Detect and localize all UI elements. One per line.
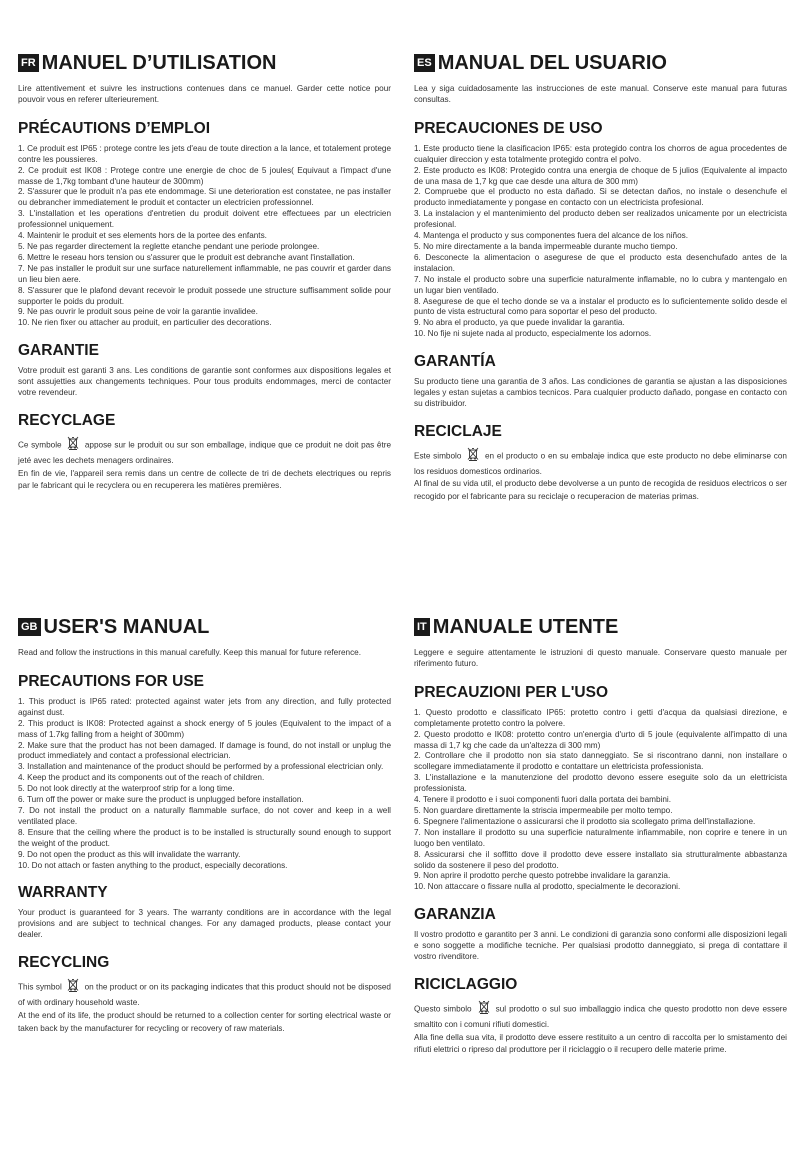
precaution-item: 2. Questo prodotto e IK08: protetto contro un'energia d'urto di 5 joule (equivalente all'impatto di una massa di 1,7 kg che cade da un'altezza di 300 mm) bbox=[414, 729, 787, 750]
precaution-item: 2. Make sure that the product has not been damaged. If damage is found, do not install or unplug the product immediately and contact a professional electrician. bbox=[18, 740, 391, 761]
precaution-item: 1. Ce produit est IP65 : protege contre les jets d'eau de toute direction a la lance, et totalement protege contre les poussieres. bbox=[18, 143, 391, 164]
recycling-heading: RICICLAGGIO bbox=[414, 975, 518, 993]
language-badge: FR bbox=[18, 54, 39, 72]
precaution-item: 9. Non aprire il prodotto perche questo potrebbe invalidare la garanzia. bbox=[414, 871, 671, 881]
recycling-text-2: Alla fine della sua vita, il prodotto deve essere restituito a un centro di raccolta per lo smistamento dei rifiuti elettrici o ripreso dal produttore per il riciclaggio o il recupero delle materie prime. bbox=[414, 1032, 787, 1055]
section-es bbox=[414, 52, 787, 504]
manual-title bbox=[18, 616, 391, 638]
language-badge: GB bbox=[18, 618, 41, 636]
precaution-item: 2. Este producto es IK08: Protegido contra una energia de choque de 5 julios (Equivalente al impacto de una masa de 1,7 kg que cae desde una altura de 300 mm) bbox=[414, 165, 787, 186]
precaution-item: 9. Do not open the product as this will invalidate the warranty. bbox=[18, 849, 241, 859]
precaution-item: 8. S'assurer que le plafond devant recevoir le produit possede une structure suffisamment solide pour supporter le poids du produit. bbox=[18, 285, 391, 306]
precaution-item: 1. Este producto tiene la clasificacion IP65: esta protegido contra los chorros de agua procedentes de cualquier direccion y esta totalmente protegido contra el polvo. bbox=[414, 143, 787, 164]
precaution-item: 4. Tenere il prodotto e i suoi componenti fuori dalla portata dei bambini. bbox=[414, 795, 672, 805]
precaution-item: 7. Non installare il prodotto su una superficie naturalmente infiammabile, non coprire e tenere in un luogo ben ventilato. bbox=[414, 827, 787, 848]
warranty-heading: GARANTIE bbox=[18, 342, 99, 360]
precaution-item: 2. Ce produit est IK08 : Protege contre une energie de choc de 5 joules( Equivaut a l'impact d'une masse de 1,7kg tombant d'une hauteur de 300mm) bbox=[18, 165, 391, 186]
precaution-item: 1. This product is IP65 rated: protected against water jets from any direction, and fully protected against dust. bbox=[18, 696, 391, 717]
recycling-heading: RECICLAJE bbox=[414, 422, 502, 440]
precaution-item: 10. Do not attach or fasten anything to the product, especially decorations. bbox=[18, 860, 288, 870]
precaution-item: 8. Asegurese de que el techo donde se va a instalar el producto es lo suficientemente solido desde el punto de vista estructural como para soportar el peso del producto. bbox=[414, 296, 787, 317]
manual-title-text: USER'S MANUAL bbox=[43, 616, 210, 638]
warranty-text: Your product is guaranteed for 3 years. The warranty conditions are in accordance with the legal provisions and are subject to technical changes. For any damaged products, please contact your dealer. bbox=[18, 908, 391, 940]
intro-text: Lea y siga cuidadosamente las instrucciones de este manual. Conserve este manual para futuras consultas. bbox=[414, 84, 787, 104]
precaution-item: 1. Questo prodotto e classificato IP65: protetto contro i getti d'acqua da qualsiasi direzione, e completamente protetto contro la polvere. bbox=[414, 707, 787, 728]
manual-title bbox=[414, 52, 787, 74]
recycling-rest: on the product or on its packaging indicates that this product should not be disposed of with ordinary household waste. bbox=[18, 982, 391, 1007]
warranty-text: Il vostro prodotto e garantito per 3 anni. Le condizioni di garanzia sono conformi alle disposizioni legali e sono soggette a modifiche tecniche. Per qualsiasi prodotto danneggiato, si prega di contattare il vostro rivenditore. bbox=[414, 930, 787, 962]
precaution-item: 5. Non guardare direttamente la striscia impermeabile per molto tempo. bbox=[414, 805, 673, 815]
crossed-out-wheelie-bin-icon bbox=[467, 447, 479, 466]
manual-title-text: MANUAL DEL USUARIO bbox=[437, 52, 667, 74]
recycling-rest: appose sur le produit ou sur son emballage, indique que ce produit ne doit pas être jeté avec les dechets menagers ordinaires. bbox=[18, 440, 392, 465]
recycling-text-2: En fin de vie, l'appareil sera remis dans un centre de collecte de tri de dechets electriques ou repris par le fabricant qui le recyclera ou en recuperera les matières premières. bbox=[18, 468, 391, 491]
precaution-item: 10. No fije ni sujete nada al producto, especialmente los adornos. bbox=[414, 329, 652, 339]
precaution-item: 7. Do not install the product on a naturally flammable surface, do not cover and keep in a well ventilated place. bbox=[18, 805, 391, 826]
recycling-text-1 bbox=[18, 978, 391, 1010]
crossed-out-wheelie-bin-icon bbox=[478, 1000, 490, 1019]
recycling-lead: Este simbolo bbox=[414, 451, 462, 461]
recycling-lead: Questo simbolo bbox=[414, 1004, 472, 1014]
recycling-heading: RECYCLING bbox=[18, 954, 110, 972]
precaution-item: 10. Non attaccare o fissare nulla al prodotto, specialmente le decorazioni. bbox=[414, 882, 681, 892]
intro-text: Leggere e seguire attentamente le istruzioni di questo manuale. Conservare questo manuale per riferimento futuro. bbox=[414, 648, 787, 668]
precaution-item: 6. Turn off the power or make sure the product is unplugged before installation. bbox=[18, 795, 304, 805]
manual-title-text: MANUALE UTENTE bbox=[432, 616, 619, 638]
precaution-item: 2. Controllare che il prodotto non sia stato danneggiato. Se si riscontrano danni, non installare o scollegare immediatamente il prodotto e contattare un elettricista professionista. bbox=[414, 751, 787, 772]
section-fr bbox=[18, 52, 391, 493]
precaution-item: 6. Desconecte la alimentacion o asegurese de que el producto esta desenchufado antes de la instalacion. bbox=[414, 252, 787, 273]
section-gb bbox=[18, 616, 391, 1035]
precaution-item: 6. Spegnere l'alimentazione o assicurarsi che il prodotto sia scollegato prima dell'installazione. bbox=[414, 816, 756, 826]
crossed-out-wheelie-bin-icon bbox=[67, 978, 79, 997]
language-badge: IT bbox=[414, 618, 430, 636]
precaution-item: 5. No mire directamente a la banda impermeable durante mucho tiempo. bbox=[414, 241, 678, 251]
precaution-item: 8. Assicurarsi che il soffitto dove il prodotto deve essere installato sia strutturalmente abbastanza solido da sostenere il peso del prodotto. bbox=[414, 849, 787, 870]
precautions-heading: PRECAUTIONS FOR USE bbox=[18, 672, 205, 690]
recycling-lead: Ce symbole bbox=[18, 440, 62, 450]
warranty-text: Votre produit est garanti 3 ans. Les conditions de garantie sont conformes aux dispositions legales et sont assujetties aux changements techniques. Pour tous produits endommages, merci de contacter votre revendeur. bbox=[18, 366, 391, 398]
language-badge: ES bbox=[414, 54, 435, 72]
precaution-item: 2. Compruebe que el producto no esta dañado. Si se detectan daños, no instale o desenchufe el producto inmediatamente y pongase en contacto con un electricista profesional. bbox=[414, 187, 787, 208]
precautions-list bbox=[414, 708, 787, 893]
recycling-rest: sul prodotto o sul suo imballaggio indica che questo prodotto non deve essere smaltito con i comuni rifiuti domestici. bbox=[414, 1004, 788, 1029]
precautions-list bbox=[18, 697, 391, 872]
recycling-heading: RECYCLAGE bbox=[18, 411, 116, 429]
precaution-item: 9. Ne pas ouvrir le produit sous peine de voir la garantie invalidee. bbox=[18, 307, 258, 317]
warranty-heading: GARANTÍA bbox=[414, 353, 496, 371]
crossed-out-wheelie-bin-icon bbox=[67, 436, 79, 455]
precaution-item: 7. No instale el producto sobre una superficie naturalmente inflamable, no lo cubra y mantengalo en un lugar bien ventilado. bbox=[414, 274, 787, 295]
precaution-item: 8. Ensure that the ceiling where the product is to be installed is structurally sound enough to support the weight of the product. bbox=[18, 827, 391, 848]
precautions-list bbox=[18, 144, 391, 329]
intro-text: Read and follow the instructions in this manual carefully. Keep this manual for future reference. bbox=[18, 648, 361, 657]
precaution-item: 3. L'installation et les operations d'entretien du produit doivent etre effectuees par un electricien professionnel uniquement. bbox=[18, 209, 391, 230]
precaution-item: 2. S'assurer que le produit n'a pas ete endommage. Si une deterioration est constatee, ne pas installer ou debrancher immediatement le produit et contacter un electricien professionnel. bbox=[18, 187, 391, 208]
precaution-item: 4. Mantenga el producto y sus componentes fuera del alcance de los niños. bbox=[414, 231, 688, 241]
intro-text: Lire attentivement et suivre les instructions contenues dans ce manuel. Garder cette notice pour pouvoir vous en referer ulterieurement. bbox=[18, 84, 391, 104]
precaution-item: 5. Ne pas regarder directement la reglette etanche pendant une periode prolongee. bbox=[18, 241, 320, 251]
precautions-heading: PRÉCAUTIONS D’EMPLOI bbox=[18, 119, 211, 137]
recycling-text-1 bbox=[414, 447, 787, 479]
precaution-item: 6. Mettre le reseau hors tension ou s'assurer que le produit est debranche avant l'installation. bbox=[18, 252, 355, 262]
recycling-text-1 bbox=[414, 1000, 787, 1032]
precaution-item: 9. No abra el producto, ya que puede invalidar la garantia. bbox=[414, 318, 625, 328]
precaution-item: 4. Keep the product and its components out of the reach of children. bbox=[18, 773, 265, 783]
warranty-heading: WARRANTY bbox=[18, 884, 108, 902]
precaution-item: 3. Installation and maintenance of the product should be performed by a professional electrician only. bbox=[18, 762, 384, 772]
manual-title bbox=[18, 52, 391, 74]
precaution-item: 2. This product is IK08: Protected against a shock energy of 5 joules (Equivalent to the impact of a mass of 1.7kg falling from a height of 300mm) bbox=[18, 718, 391, 739]
manual-title-text: MANUEL D’UTILISATION bbox=[41, 52, 277, 74]
precaution-item: 3. La instalacion y el mantenimiento del producto deben ser realizados unicamente por un electricista profesional. bbox=[414, 209, 787, 230]
precautions-list bbox=[414, 144, 787, 340]
precautions-heading: PRECAUZIONI PER L'USO bbox=[414, 683, 609, 701]
recycling-text-1 bbox=[18, 436, 391, 468]
recycling-lead: This symbol bbox=[18, 982, 62, 992]
section-it bbox=[414, 616, 787, 1057]
precaution-item: 5. Do not look directly at the waterproof strip for a long time. bbox=[18, 784, 235, 794]
precaution-item: 4. Maintenir le produit et ses elements hors de la portee des enfants. bbox=[18, 231, 267, 241]
recycling-text-2: At the end of its life, the product should be returned to a collection center for sorting electrical waste or taken back by the manufacturer for recycling or recovery of raw materials. bbox=[18, 1010, 391, 1033]
warranty-text: Su producto tiene una garantia de 3 años. Las condiciones de garantia se ajustan a las disposiciones legales y estan sujetas a cambios tecnicos. Para cualquier producto dañado, pongase en contacto con su distribuidor. bbox=[414, 377, 787, 408]
precaution-item: 7. Ne pas installer le produit sur une surface naturellement inflammable, ne pas couvrir et garder dans un lieu bien aere. bbox=[18, 263, 391, 284]
warranty-heading: GARANZIA bbox=[414, 906, 496, 924]
recycling-text-2: Al final de su vida util, el producto debe devolverse a un punto de recogida de residuos electricos o ser recogido por el fabricante para su reciclaje o recuperacion de materias primas. bbox=[414, 479, 787, 502]
precautions-heading: PRECAUCIONES DE USO bbox=[414, 119, 603, 137]
precaution-item: 3. L'installazione e la manutenzione del prodotto devono essere eseguite solo da un elettricista professionista. bbox=[414, 773, 787, 794]
precaution-item: 10. Ne rien fixer ou attacher au produit, en particulier des decorations. bbox=[18, 318, 272, 328]
manual-title bbox=[414, 616, 787, 638]
recycling-rest: en el producto o en su embalaje indica que este producto no debe eliminarse con los residuos domesticos ordinarios. bbox=[414, 451, 787, 476]
